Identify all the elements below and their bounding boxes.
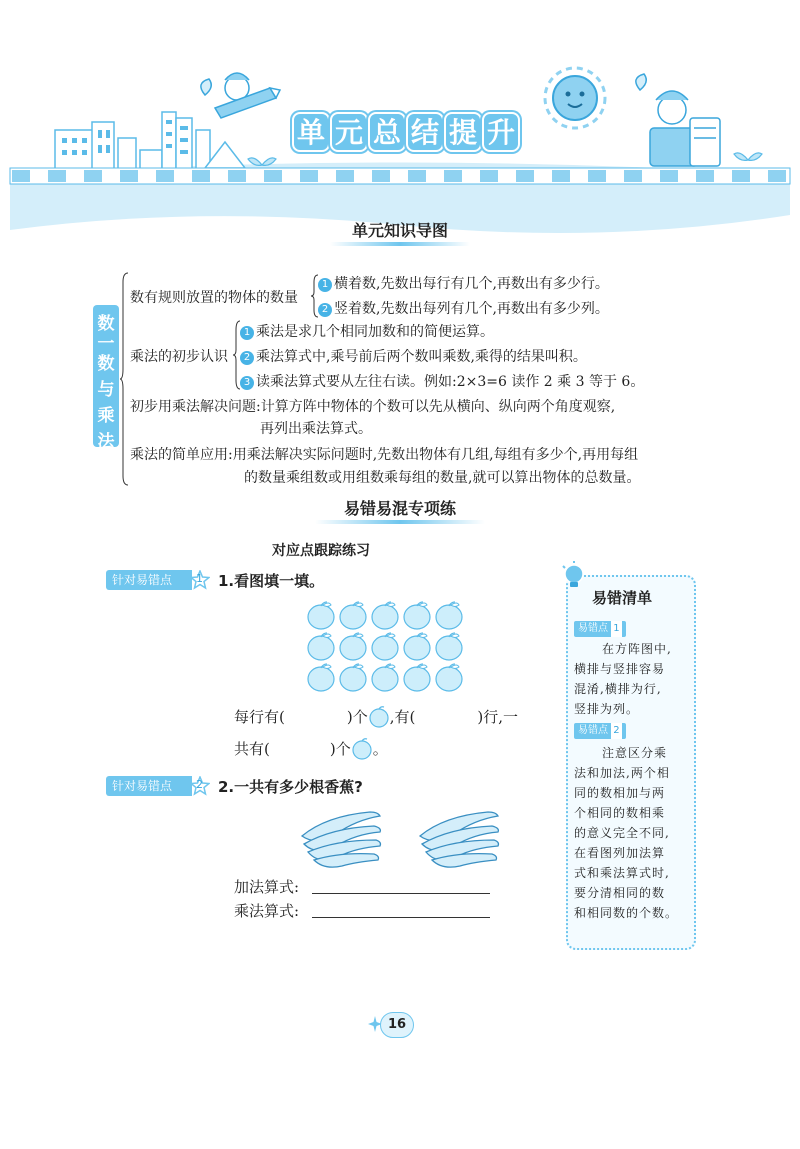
addition-formula-label: 加法算式: [234, 878, 300, 896]
banana-bunch-icon [414, 806, 504, 870]
multiplication-formula-label: 乘法算式: [234, 902, 300, 920]
apple-icon [404, 602, 430, 629]
apple-icon [436, 664, 462, 691]
error-point-label [574, 723, 626, 739]
map-point-text: 乘法算式中,乘号前后两个数叫乘数,乘得的结果叫积。 [256, 349, 587, 365]
error-note-line: 在方阵图中, [602, 642, 672, 656]
tag-number: 2 [196, 778, 203, 791]
error-note-line: 和相同数的个数。 [574, 906, 679, 920]
map-item-line: 初步用乘法解决问题:计算方阵中物体的个数可以先从横向、纵向两个角度观察, [130, 399, 616, 415]
map-point-text: 乘法是求几个相同加数和的简便运算。 [256, 324, 494, 340]
error-note-line: 的意义完全不同, [574, 826, 670, 840]
apple-icon [340, 633, 366, 660]
section-underline [330, 242, 470, 246]
title-char: 提 [444, 112, 482, 152]
map-item-label: 数有规则放置的物体的数量 [130, 290, 298, 306]
apple-icon [404, 633, 430, 660]
map-item-line: 再列出乘法算式。 [260, 421, 372, 437]
error-point-tag: 针对易错点 [106, 570, 192, 590]
apple-icon [436, 602, 462, 629]
side-label-char: 与 [97, 380, 115, 400]
page-title [290, 108, 524, 156]
text-fragment: )行,一 [477, 708, 518, 726]
map-point [240, 321, 494, 341]
multiplication-answer-line[interactable] [312, 917, 490, 918]
apple-icon [372, 664, 398, 691]
number-badge: 1 [318, 278, 332, 292]
number-badge: 2 [318, 303, 332, 317]
apple-icon [436, 633, 462, 660]
question-2-title: 2.一共有多少根香蕉? [218, 778, 363, 796]
question-1-line-2 [234, 738, 388, 760]
page-number: 16 [380, 1012, 414, 1038]
side-label-char: 数 [97, 314, 115, 334]
apple-grid [305, 600, 470, 695]
apple-icon [404, 664, 430, 691]
title-char: 结 [406, 112, 444, 152]
question-1-line-1 [234, 706, 518, 728]
side-label-char: 法 [97, 432, 115, 452]
text-fragment: )个 [346, 708, 368, 726]
map-item-line: 乘法的简单应用:用乘法解决实际问题时,先数出物体有几组,每组有多少个,再用每组 [130, 447, 639, 463]
error-point-num: 2 [611, 723, 621, 739]
title-char: 总 [368, 112, 406, 152]
sun-icon [545, 68, 605, 128]
map-point-text: 竖着数,先数出每列有几个,再数出有多少列。 [334, 301, 609, 317]
map-point [240, 346, 587, 366]
addition-answer-line[interactable] [312, 893, 490, 894]
apple-icon [308, 633, 334, 660]
error-point-tag: 针对易错点 [106, 776, 192, 796]
period: 。 [372, 740, 388, 758]
error-list-box [566, 575, 696, 950]
side-label-char: 一 [97, 334, 115, 354]
error-note-line: 竖排为列。 [574, 702, 640, 716]
error-note-line: 在看图列加法算 [574, 846, 666, 860]
text-fragment: 每行有( [234, 708, 285, 726]
tag-number: 1 [196, 572, 203, 585]
fairy-icon [201, 73, 280, 118]
practice-title: 易错易混专项练 [343, 499, 456, 518]
error-note-line: 横排与竖排容易 [574, 662, 666, 676]
error-note-line: 注意区分乘 [602, 746, 668, 760]
title-char: 单 [292, 112, 330, 152]
error-list-title: 易错清单 [592, 589, 653, 607]
error-point-tag-text: 易错点 [578, 725, 608, 736]
knowledge-map-title: 单元知识导图 [351, 221, 448, 240]
side-label-char: 数 [97, 354, 115, 374]
knowledge-map-side-label [93, 305, 119, 452]
lightbulb-icon [560, 561, 588, 591]
outer-brace [120, 272, 130, 486]
section-underline [315, 520, 485, 524]
number-badge: 3 [240, 376, 254, 390]
banana-bunch-icon [296, 806, 386, 870]
map-item-line: 的数量乘组数或用组数乘每组的数量,就可以算出物体的总数量。 [244, 470, 641, 486]
apple-icon [368, 706, 390, 728]
error-note-line: 混淆,横排为行, [574, 682, 662, 696]
title-char: 元 [330, 112, 368, 152]
map-point [318, 273, 609, 293]
map-point [318, 298, 609, 318]
question-1-title: 1.看图填一填。 [218, 572, 325, 590]
map-item-label: 乘法的初步认识 [130, 349, 228, 365]
side-label-char: 乘 [97, 406, 115, 426]
text-fragment: )个 [329, 740, 351, 758]
error-note-line: 要分清相同的数 [574, 886, 666, 900]
text-fragment: 共有( [234, 740, 270, 758]
error-point-tag-text: 易错点 [578, 623, 608, 634]
number-badge: 1 [240, 326, 254, 340]
error-note-line: 个相同的数相乘 [574, 806, 666, 820]
error-note-line: 同的数相加与两 [574, 786, 666, 800]
apple-icon [372, 633, 398, 660]
apple-icon [340, 602, 366, 629]
map-point-text: 横着数,先数出每行有几个,再数出有多少行。 [334, 276, 609, 292]
practice-subtitle: 对应点跟踪练习 [272, 543, 370, 559]
apple-icon [372, 602, 398, 629]
apple-icon [308, 602, 334, 629]
map-point-text: 读乘法算式要从左往右读。例如:2×3=6 读作 2 乘 3 等于 6。 [256, 374, 645, 390]
error-point-label [574, 621, 626, 637]
error-point-num: 1 [611, 621, 621, 637]
error-note-line: 法和加法,两个相 [574, 766, 670, 780]
title-char: 升 [482, 112, 520, 152]
apple-icon [308, 664, 334, 691]
girl-icon [636, 74, 720, 166]
apple-icon [340, 664, 366, 691]
text-fragment: ,有( [389, 708, 416, 726]
map-point [240, 371, 644, 391]
apple-icon [351, 738, 373, 760]
error-note-line: 式和乘法算式时, [574, 866, 670, 880]
number-badge: 2 [240, 351, 254, 365]
